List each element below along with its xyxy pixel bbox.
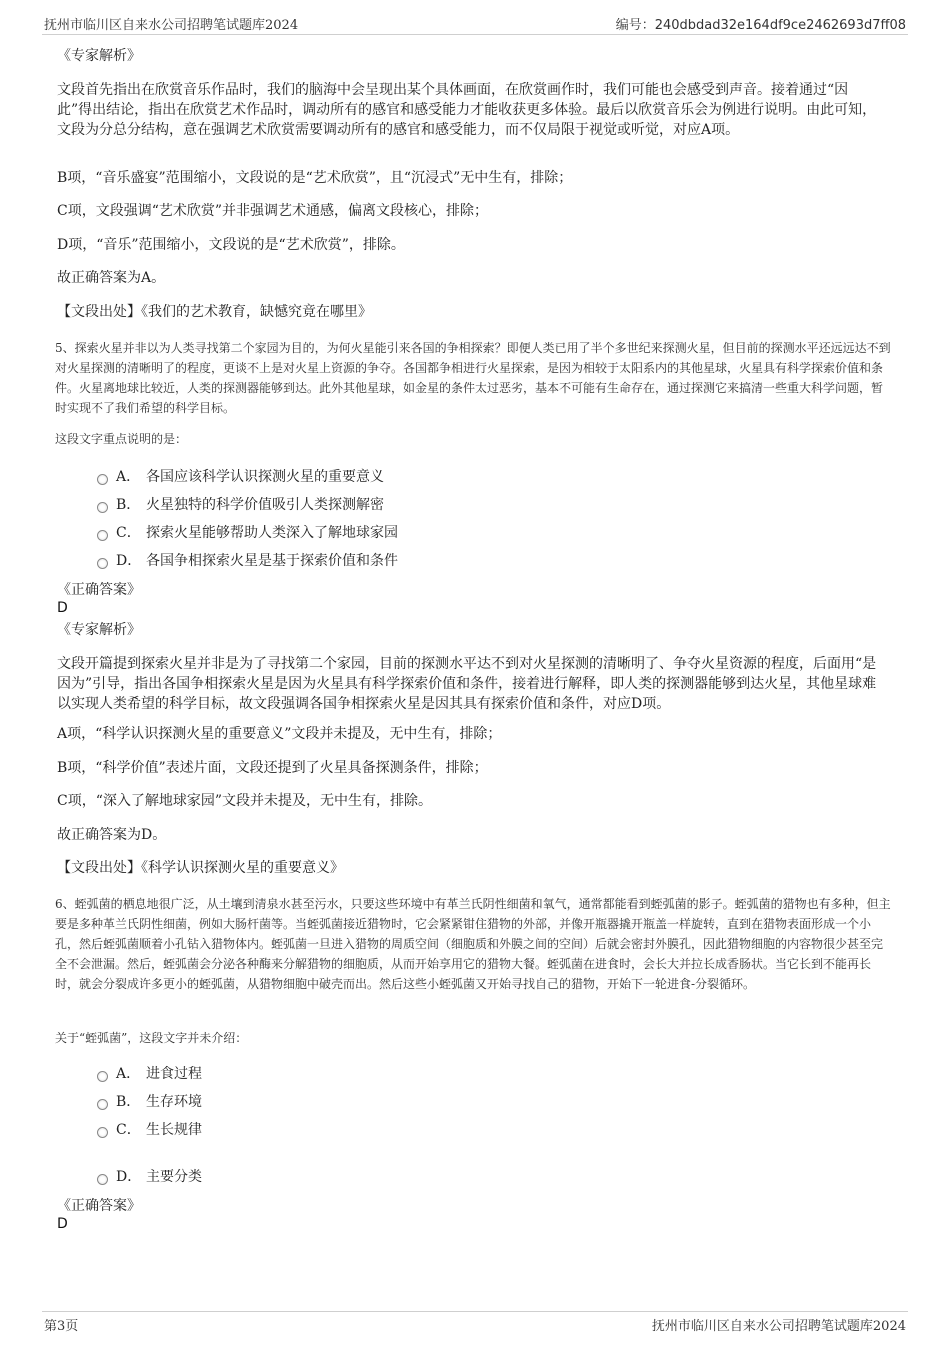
s4-analysis-p3: C项，文段强调“艺术欣赏”并非强调艺术通感，偏离文段核心，排除； — [57, 203, 489, 219]
q6-answer: D — [57, 1216, 68, 1232]
q6-option-c[interactable]: C． 生长规律 — [97, 1119, 202, 1139]
s4-analysis-p5: 故正确答案为A。 — [57, 270, 166, 286]
footer-divider — [42, 1311, 908, 1312]
q5-answer: D — [57, 600, 68, 616]
q6-answer-title: 《正确答案》 — [57, 1198, 141, 1214]
q5-analysis-p5: 故正确答案为D。 — [57, 827, 167, 843]
radio-icon[interactable] — [97, 558, 108, 569]
q5-analysis-p3: B项，“科学价值”表述片面，文段还提到了火星具备探测条件，排除； — [57, 760, 488, 776]
q5-option-d[interactable]: D． 各国争相探索火星是基于探索价值和条件 — [97, 550, 398, 570]
q6-text: 6、蛭弧菌的栖息地很广泛，从土壤到清泉水甚至污水，只要这些环境中有革兰氏阴性细菌和氧气，通常都能看到蛭弧菌的影子。蛭弧菌的猎物也有多种，但主要是多种革兰氏阴性细菌，例如大肠杆菌等。当蛭弧菌接近猎物时，它会紧紧钳住猎物的外部，并像开瓶器撬开瓶盖一样旋转，直到在猎物表面形成一个小孔，然后蛭弧菌顺着小孔钻入猎物体内。蛭弧菌一旦进入猎物的周质空间（细胞质和外膜之间的空间）后就会密封外膜孔，因此猎物细胞的内容物很少甚至完全不会泄漏。然后，蛭弧菌会分泌各种酶来分解猎物的细胞质，从而开始享用它的猎物大餐。蛭弧菌在进食时，会长大并拉长成香肠状。当它长到不能再长时，就会分裂成许多更小的蛭弧菌，从猎物细胞中破壳而出。然后这些小蛭弧菌又开始寻找自己的猎物，开始下一轮进食-分裂循环。 — [55, 897, 891, 991]
q5-analysis-p1: 文段开篇提到探索火星并非是为了寻找第二个家园，目前的探测水平达不到对火星探测的清晰明了、争夺火星资源的程度，后面用“是因为”引导，指出各国争相探索火星是因为火星具有科学探索价值和条件，接着进行解释，即人类的探测器能够到达火星，其他星球难以实现人类希望的科学目标，故文段强调各国争相探索火星是因其具有探索价值和条件，对应D项。 — [57, 656, 877, 712]
s4-analysis-p4: D项，“音乐”范围缩小，文段说的是“艺术欣赏”，排除。 — [57, 237, 405, 253]
q5-option-a[interactable]: A． 各国应该科学认识探测火星的重要意义 — [97, 466, 384, 486]
header-code: 编号：240dbdad32e164df9ce2462693d7ff08 — [615, 18, 906, 33]
q5-source: 【文段出处】《科学认识探测火星的重要意义》 — [57, 860, 344, 876]
footer-title: 抚州市临川区自来水公司招聘笔试题库2024 — [651, 1319, 906, 1334]
q6-option-d[interactable]: D． 主要分类 — [97, 1166, 202, 1186]
q5-answer-title: 《正确答案》 — [57, 582, 141, 598]
q5-option-c[interactable]: C． 探索火星能够帮助人类深入了解地球家园 — [97, 522, 398, 542]
q6-option-b[interactable]: B． 生存环境 — [97, 1091, 202, 1111]
q5-prompt: 这段文字重点说明的是： — [55, 432, 188, 446]
radio-icon[interactable] — [97, 1071, 108, 1082]
header-divider — [42, 34, 908, 35]
q5-analysis-p4: C项，“深入了解地球家园”文段并未提及，无中生有，排除。 — [57, 793, 433, 809]
s4-expert-title: 《专家解析》 — [57, 48, 141, 64]
q5-option-b[interactable]: B． 火星独特的科学价值吸引人类探测解密 — [97, 494, 384, 514]
q5-analysis-p2: A项，“科学认识探测火星的重要意义”文段并未提及，无中生有，排除； — [57, 726, 502, 742]
radio-icon[interactable] — [97, 530, 108, 541]
s4-source: 【文段出处】《我们的艺术教育，缺憾究竟在哪里》 — [57, 304, 372, 320]
radio-icon[interactable] — [97, 502, 108, 513]
radio-icon[interactable] — [97, 474, 108, 485]
q5-expert-title: 《专家解析》 — [57, 622, 141, 638]
radio-icon[interactable] — [97, 1099, 108, 1110]
q6-prompt: 关于“蛭弧菌”，这段文字并未介绍： — [55, 1031, 248, 1045]
footer-page: 第3页 — [44, 1319, 79, 1334]
s4-analysis-p1: 文段首先指出在欣赏音乐作品时，我们的脑海中会呈现出某个具体画面，在欣赏画作时，我们可能也会感受到声音。接着通过“因此”得出结论，指出在欣赏艺术作品时，调动所有的感官和感受能力才能收获更多体验。最后以欣赏音乐会为例进行说明。由此可知，文段为分总分结构，意在强调艺术欣赏需要调动所有的感官和感受能力，而不仅局限于视觉或听觉，对应A项。 — [57, 82, 877, 138]
s4-analysis-p2: B项，“音乐盛宴”范围缩小，文段说的是“艺术欣赏”，且“沉浸式”无中生有，排除； — [57, 170, 573, 186]
q6-option-a[interactable]: A． 进食过程 — [97, 1063, 202, 1083]
q5-text: 5、探索火星并非以为人类寻找第二个家园为目的，为何火星能引来各国的争相探索？即便人类已用了半个多世纪来探测火星，但目前的探测水平还远远达不到对火星探测的清晰明了的程度，更谈不上是对火星上资源的争夺。各国都争相进行火星探索，是因为相较于太阳系内的其他星球，火星具有科学探索价值和条件。火星离地球比较近，人类的探测器能够到达。此外其他星球，如金星的条件太过恶劣，基本不可能有生命存在，通过探测它来搞清一些重大科学问题，暂时实现不了我们希望的科学目标。 — [55, 341, 891, 415]
radio-icon[interactable] — [97, 1127, 108, 1138]
header-title: 抚州市临川区自来水公司招聘笔试题库2024 — [44, 18, 299, 33]
radio-icon[interactable] — [97, 1174, 108, 1185]
